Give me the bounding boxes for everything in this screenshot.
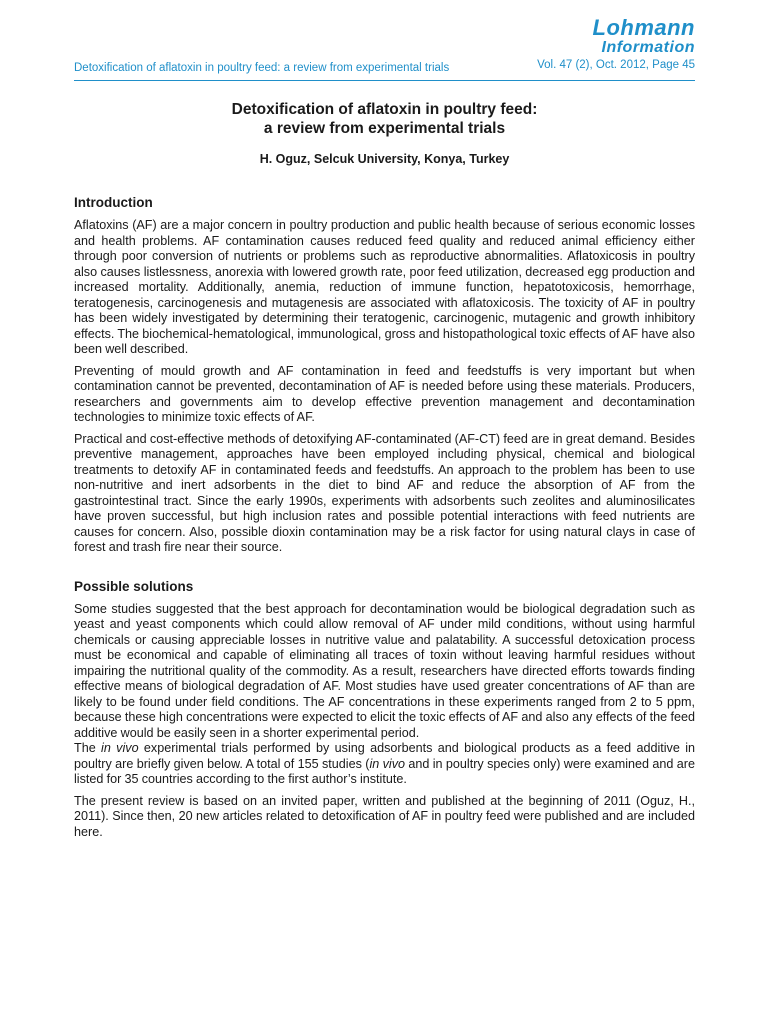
paragraph-intro-3: Practical and cost-effective methods of detoxifying AF-contaminated (AF-CT) feed are in great demand. Besides preventive management, approaches have been employed including physical, chemical and biological treatments to detoxify AF in contaminated feeds and feedstuffs. An approach to the problem has been to use non-nutritive and inert adsorbents in the diet to bind AF and reduce the absorption of AF from the gastrointestinal tract. Since the early 1990s, experiments with adsorbents such zeolites and aluminosilicates have proven successful, but high inclusion rates and possible potential interactions with feed nutrients are causes for concern. Also, possible dioxin contamination may be a risk factor for using natural clays in case of forest and trash fire near their source. — [74, 431, 695, 554]
paragraph-solutions-2 — [74, 741, 695, 788]
paragraph-intro-2: Preventing of mould growth and AF contamination in feed and feedstuffs is very important but when contamination cannot be prevented, decontamination of AF is needed before using these materials. Producers, researchers and governments aim to develop effective prevention management and decontamination technologies to minimize toxic effects of AF. — [74, 363, 695, 424]
section-heading-introduction: Introduction — [74, 195, 153, 210]
italic-in-vivo: in vivo — [369, 756, 406, 771]
logo-line-lohmann: Lohmann — [592, 15, 695, 40]
paragraph-solutions-1: Some studies suggested that the best approach for decontamination would be biological degradation such as yeast and yeast components which could allow removal of AF under mild conditions, without using harmful chemicals or causing appreciable losses in nutritive value and palatability. A successful detoxication process must be economical and capable of eliminating all traces of toxin without leaving harmful residues without impairing the nutritional quality of the commodity. As a result, researchers have directed efforts towards finding effective means of biological degradation of AF. Most studies have used greater concentrations of AF than are likely to be found under field conditions. The AF concentrations in these experiments ranged from 2 to 5 ppm, because these high concentrations were expected to elicit the toxic effects of AF and also any effects of the feed additive would be easily seen in a shorter experimental period. — [74, 601, 695, 740]
paragraph-intro-1: Aflatoxins (AF) are a major concern in poultry production and public health because of serious economic losses and health problems. AF contamination causes reduced feed quality and reduced animal efficiency either through poor conversion of nutrients or problems such as reproductive abnormalities. Aflatoxicosis in poultry also causes listlessness, anorexia with lowered growth rate, poor feed utilization, decreased egg production and increased mortality. Additionally, anemia, reduction of immune function, hepatotoxicosis, hemorrhage, teratogenesis, carcinogenesis and mutagenesis are associated with aflatoxicosis. The toxicity of AF in poultry has been widely investigated by determining their teratogenic, carcinogenic, mutagenic and growth inhibitory effects. The biochemical-hematological, immunological, gross and histopathological toxic effects of AF have also been well described. — [74, 218, 695, 356]
header-rule — [74, 80, 695, 81]
section-heading-possible-solutions: Possible solutions — [74, 578, 194, 594]
running-head-citation: Vol. 47 (2), Oct. 2012, Page 45 — [537, 59, 695, 71]
paragraph-solutions-3: The present review is based on an invited paper, written and published at the beginning of 2011 (Oguz, H., 2011). Since then, 20 new articles related to detoxification of AF in poultry feed were published and are included here. — [74, 793, 695, 839]
logo-line-information: Information — [601, 39, 695, 56]
article-title — [74, 100, 695, 138]
lohmann-information-logo — [593, 17, 696, 56]
article-body — [74, 194, 695, 840]
article-title-line-2: a review from experimental trials — [263, 120, 506, 137]
article-author: H. Oguz, Selcuk University, Konya, Turkey — [259, 152, 510, 166]
text-run: The — [74, 741, 102, 755]
italic-in-vivo: in vivo — [101, 741, 139, 755]
article-title-line-1: Detoxification of aflatoxin in poultry feed: — [231, 101, 538, 118]
text-run: experimental trials performed by using adsorbents and biological products as a feed additive in poultry are briefly given below. A total of 155 studies ( — [74, 741, 695, 771]
text-run: and in poultry species only) were examined and are listed for 35 countries according to the first author’s institute. — [74, 756, 695, 786]
running-head-title: Detoxification of aflatoxin in poultry feed: a review from experimental trials — [74, 62, 450, 74]
running-head — [74, 59, 695, 75]
